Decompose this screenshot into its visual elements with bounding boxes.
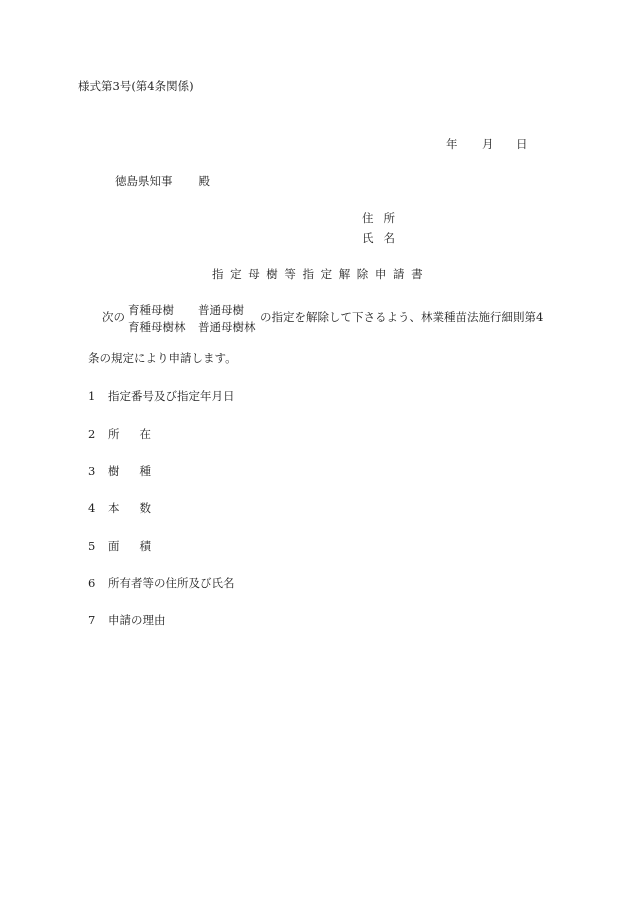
item-number: 5	[88, 539, 96, 553]
item-label-a: 面	[108, 539, 120, 553]
item-number: 7	[88, 613, 96, 627]
item-4	[88, 502, 151, 516]
option-ikushu-boju: 育種母樹	[128, 303, 174, 317]
item-label-b: 積	[139, 539, 151, 553]
item-label-a: 所	[108, 427, 120, 441]
applicant-name-label	[362, 232, 395, 246]
item-2	[88, 428, 151, 442]
form-number-label: 様式第3号(第4条関係)	[78, 79, 194, 93]
addressee-honorific: 殿	[198, 174, 210, 188]
name-char-1: 氏	[362, 231, 374, 245]
body-second-line: 条の規定により申請します。	[88, 351, 237, 365]
option-futsu-boju: 普通母樹	[198, 303, 244, 317]
item-label-b: 種	[139, 464, 151, 478]
option-ikushu-bojurin: 育種母樹林	[128, 320, 186, 334]
name-char-2: 名	[383, 231, 395, 245]
applicant-address-label	[362, 212, 395, 226]
item-number: 4	[88, 501, 96, 515]
item-number: 3	[88, 464, 96, 478]
item-label-b: 在	[139, 427, 151, 441]
item-label: 所有者等の住所及び氏名	[108, 576, 235, 590]
item-label-b: 数	[139, 501, 151, 515]
item-number: 1	[88, 389, 96, 403]
option-futsu-bojurin: 普通母樹林	[198, 320, 256, 334]
options-column-2	[198, 302, 256, 336]
item-6	[88, 577, 235, 591]
item-label-a: 本	[108, 501, 120, 515]
item-5	[88, 540, 151, 554]
item-label: 申請の理由	[108, 613, 166, 627]
body-line1-rest: の指定を解除して下さるよう、林業種苗法施行細則第4	[260, 310, 544, 324]
item-7	[88, 614, 166, 628]
item-label: 指定番号及び指定年月日	[108, 389, 235, 403]
date-year: 年	[446, 137, 458, 151]
addressee-name: 徳島県知事	[115, 174, 173, 188]
item-number: 6	[88, 576, 96, 590]
item-label-a: 樹	[108, 464, 120, 478]
addressee	[115, 175, 210, 189]
item-1	[88, 390, 235, 404]
item-3	[88, 465, 151, 479]
item-number: 2	[88, 427, 96, 441]
address-char-2: 所	[383, 211, 395, 225]
date-month: 月	[482, 137, 494, 151]
date-day: 日	[516, 137, 528, 151]
document-title: 指定母樹等指定解除申請書	[212, 267, 430, 281]
address-char-1: 住	[362, 211, 374, 225]
body-prefix: 次の	[102, 310, 125, 324]
options-column-1	[128, 302, 186, 336]
